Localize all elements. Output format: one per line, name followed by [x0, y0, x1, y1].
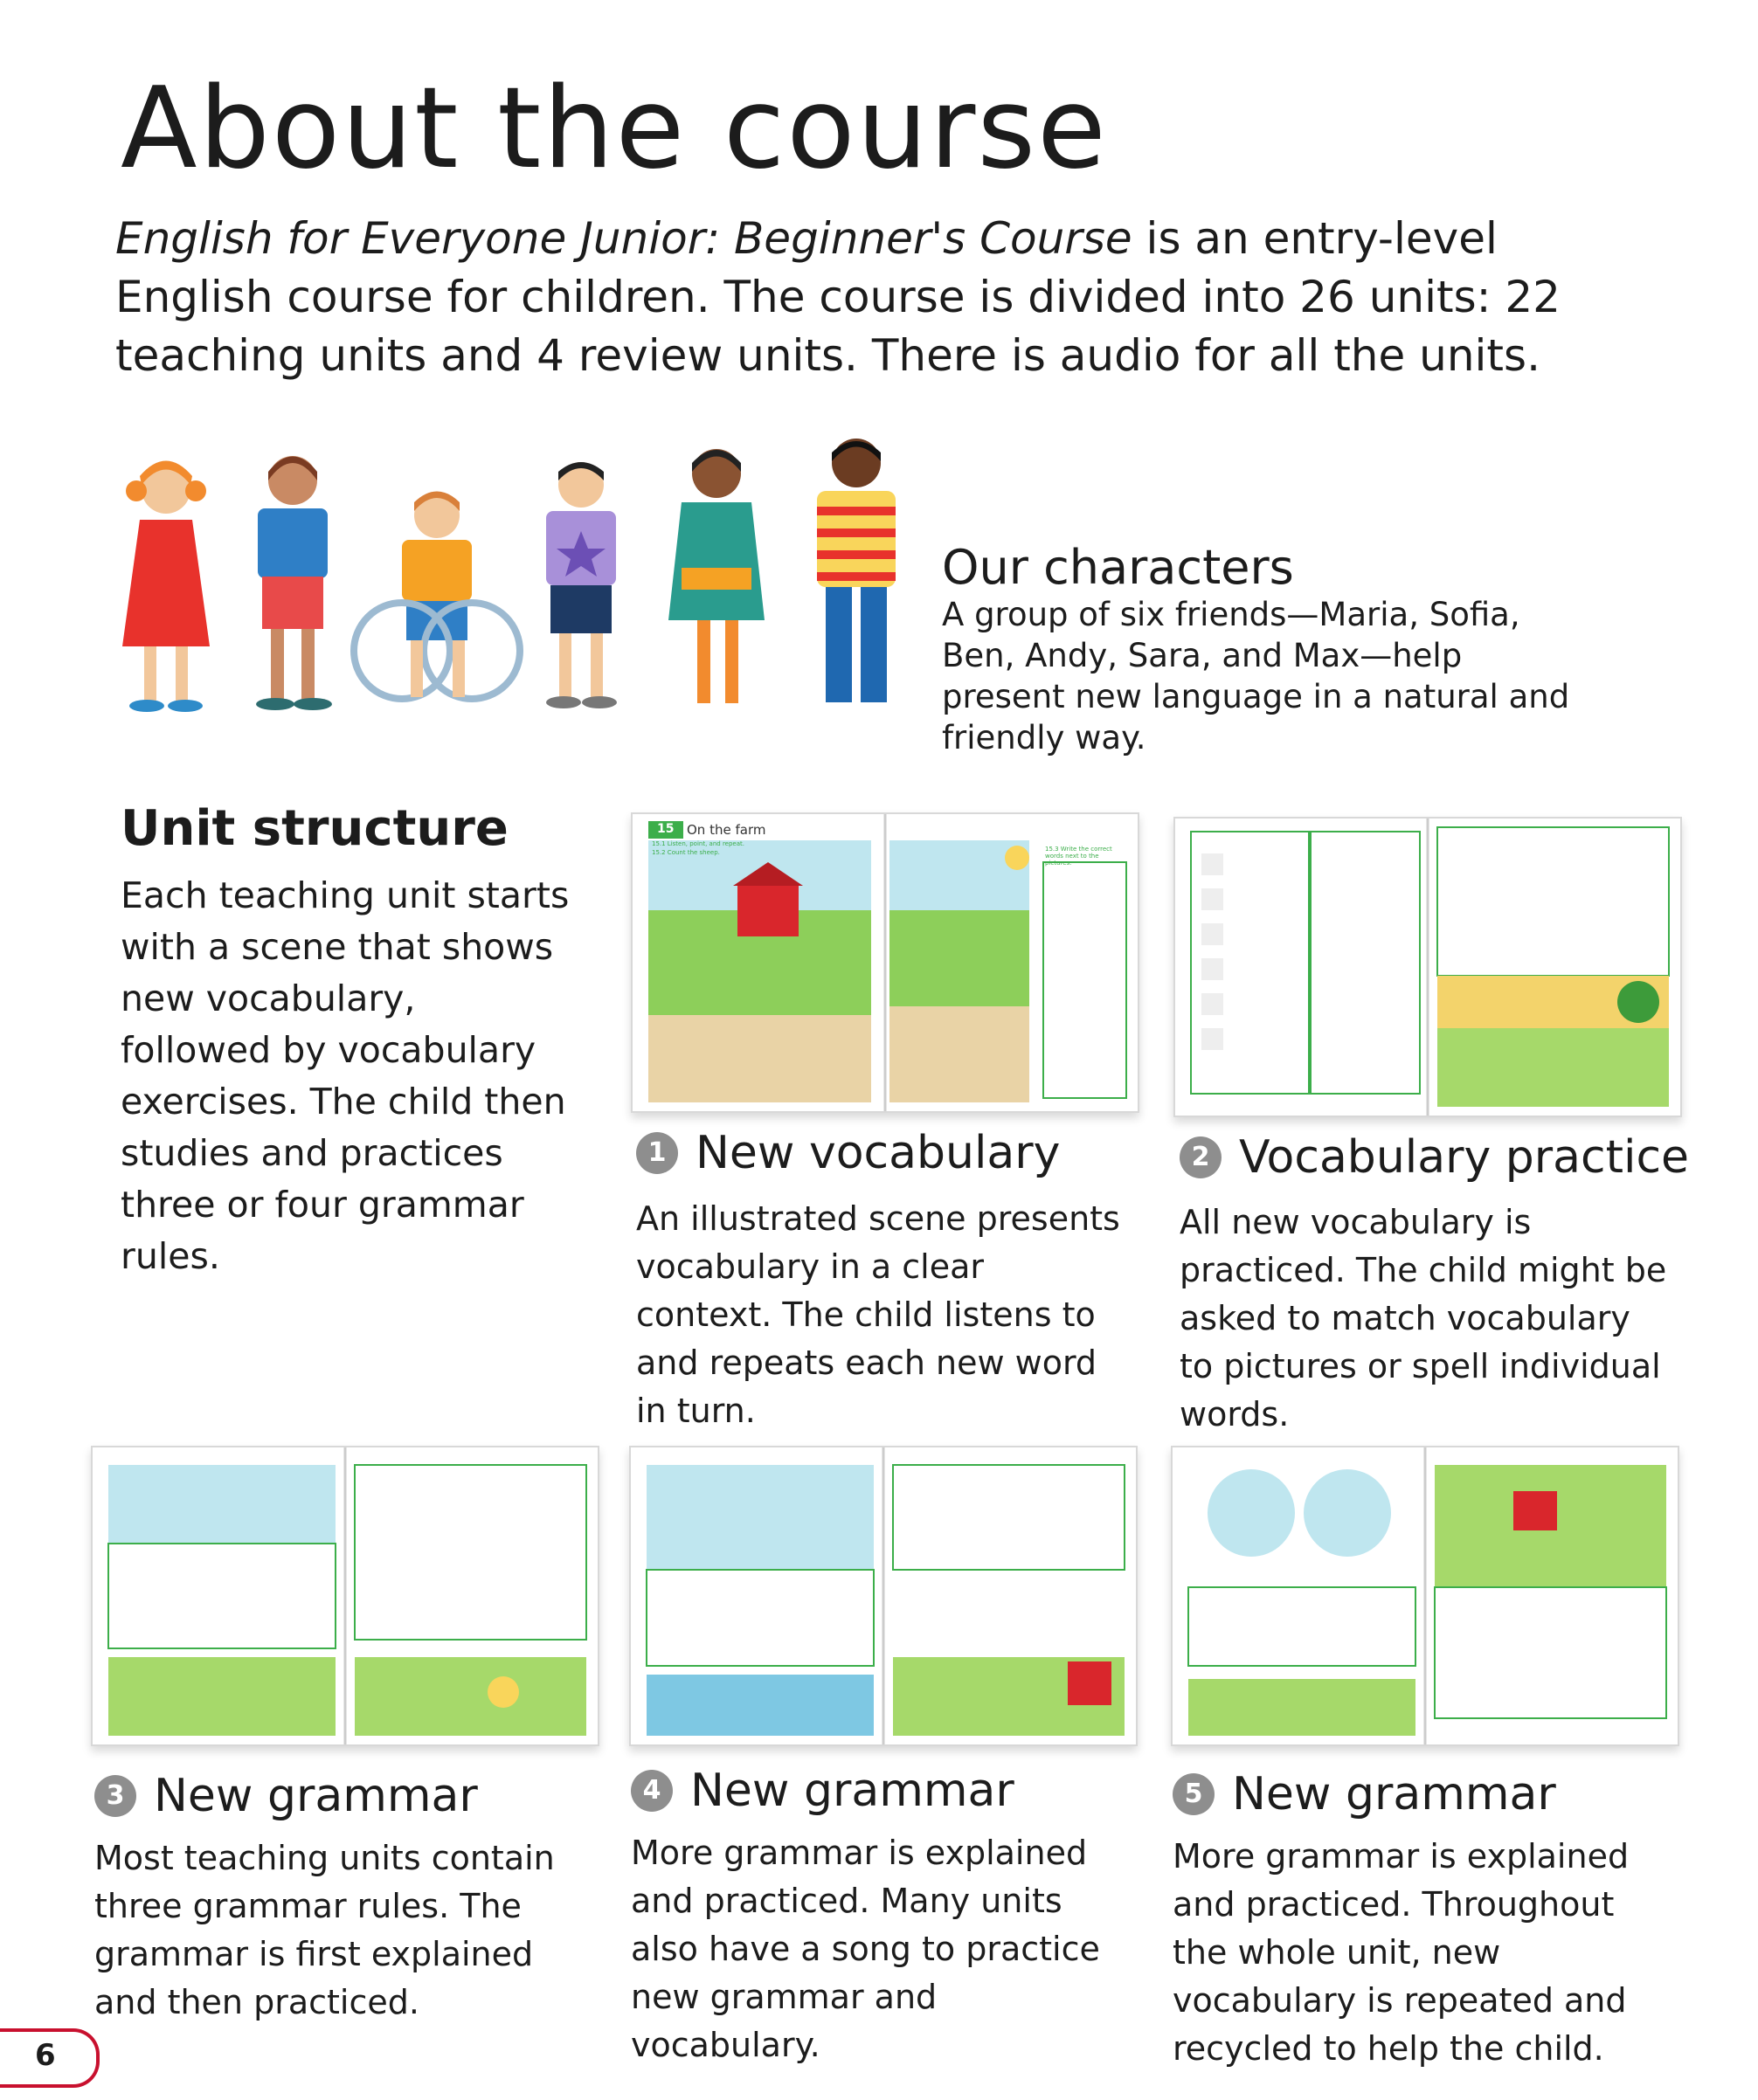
character-max — [817, 439, 896, 702]
section-4-number: 4 — [631, 1770, 673, 1812]
section-4-title: New grammar — [690, 1765, 1014, 1817]
section-3-number: 3 — [94, 1775, 136, 1817]
section-2-heading — [1180, 1131, 1689, 1184]
characters-description: A group of six friends—Maria, Sofia, Ben, Andy, Sara, and Max—help present new language in a natural and friendly way. — [942, 596, 1570, 756]
section-1-number: 1 — [636, 1132, 678, 1174]
thumbnail-exercise-1: 15.1 Listen, point, and repeat. — [652, 840, 744, 847]
unit-structure-description: Each teaching unit starts with a scene that shows new vocabulary, followed by vocabulary exercises. The child then studies and practices three or four grammar rules. — [121, 874, 570, 1277]
page-title: About the course — [121, 64, 1108, 194]
spread-vocabulary-practice — [1173, 817, 1682, 1117]
character-andy — [546, 462, 617, 708]
thumbnail-exercise-2: 15.2 Count the sheep. — [652, 849, 720, 856]
section-1-heading — [636, 1127, 1060, 1179]
section-5-number: 5 — [1173, 1773, 1215, 1815]
characters-illustration — [114, 437, 917, 725]
characters-heading: Our characters — [942, 540, 1294, 595]
section-3-body: Most teaching units contain three grammar rules. The grammar is first explained and then practiced. — [94, 1839, 555, 2021]
section-4-heading — [631, 1765, 1014, 1817]
section-5-heading — [1173, 1768, 1556, 1820]
section-1-body: An illustrated scene presents vocabulary in a clear context. The child listens to and repeats each new word in turn. — [636, 1199, 1120, 1430]
section-2-title: Vocabulary practice — [1239, 1131, 1690, 1184]
page-number: 6 — [35, 2038, 56, 2073]
spread-new-grammar-4 — [629, 1446, 1138, 1746]
character-maria — [122, 461, 210, 713]
section-3-heading — [94, 1770, 478, 1822]
section-4-body: More grammar is explained and practiced. Many units also have a song to practice new grammar and vocabulary. — [631, 1834, 1100, 2064]
course-name: English for Everyone Junior: Beginner's Course — [115, 213, 1132, 264]
thumbnail-unit-title: On the farm — [687, 822, 766, 838]
intro-paragraph — [115, 210, 1653, 385]
section-3-title: New grammar — [154, 1770, 478, 1822]
spread-new-vocabulary — [631, 812, 1139, 1113]
character-sara — [668, 449, 765, 703]
section-1-title: New vocabulary — [696, 1127, 1061, 1179]
section-5-title: New grammar — [1232, 1768, 1556, 1820]
character-sofia — [256, 456, 332, 710]
intro-text: is an entry-level English course for children. The course is divided into 26 units: 22 teaching units and 4 review units. There is audio for all the units. — [115, 213, 1561, 381]
character-ben — [354, 492, 520, 700]
thumbnail-unit-number: 15 — [657, 822, 675, 836]
unit-structure-heading: Unit structure — [121, 800, 509, 857]
spread-new-grammar-3 — [91, 1446, 599, 1746]
thumbnail-exercise-3: 15.3 Write the correct words next to the pictures. — [1045, 846, 1112, 867]
spread-new-grammar-5 — [1171, 1446, 1679, 1746]
section-2-body: All new vocabulary is practiced. The child might be asked to match vocabulary to pictures or spell individual words. — [1180, 1203, 1667, 1433]
section-5-body: More grammar is explained and practiced. Throughout the whole unit, new vocabulary is repeated and recycled to help the child. — [1173, 1837, 1630, 2068]
section-2-number: 2 — [1180, 1136, 1222, 1178]
